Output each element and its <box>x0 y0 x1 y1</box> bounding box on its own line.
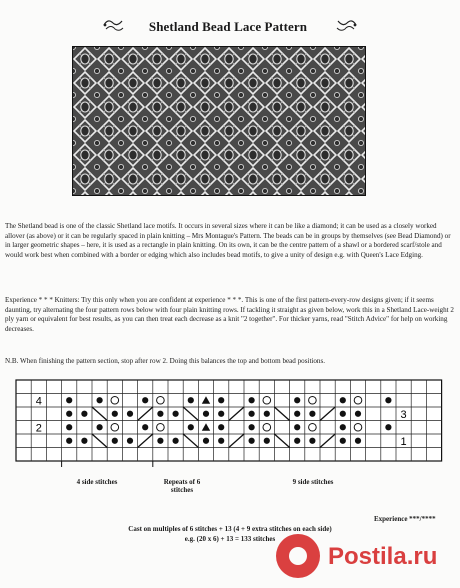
chart-symbol-dot <box>218 424 224 430</box>
chart-symbol-dot <box>218 438 224 444</box>
chart-symbol-dot <box>218 411 224 417</box>
experience-paragraph: Experience * * * Knitters: Try this only when you are confident at experience * * *. This is one of the first pattern-every-row designs given; if it seems daunting, try alternating the four pattern rows below with four plain knitting rows. If tackling it straight as given below, work this in a Shetland Lace-weight 2 ply yarn or equivalent for best results, as you can then treat each decrease as a knit "2 together". For thicker yarns, read "Stitch Advice" for help on working decreases. <box>5 296 454 333</box>
chart-symbol-dot <box>309 438 315 444</box>
chart-symbol-dot <box>142 424 148 430</box>
chart-symbol-dot <box>142 397 148 403</box>
chart-symbol-dot <box>173 411 179 417</box>
chart-symbol-dot <box>188 397 194 403</box>
chart-symbol-dot <box>97 397 103 403</box>
chart-symbol-dot <box>97 424 103 430</box>
chart-symbol-dot <box>294 438 300 444</box>
chart-symbol-dot <box>112 438 118 444</box>
svg-text:Postila.ru: Postila.ru <box>328 543 438 570</box>
chart-symbol-dot <box>157 411 163 417</box>
chart-symbol-dot <box>355 411 361 417</box>
intro-paragraph: The Shetland bead is one of the classic Shetland lace motifs. It occurs in several sizes where it can be like a diamond; it can be used as a closely worked allover (as above) or it can be regularly spaced in plain knitting – Mrs Montague's Pattern. The beads can be in groups by themselves (see Bead Diamond) or in larger geometric shapes – here, it is used as a rectangle in plain knitting. On its own, it can be the centre pattern of a shawl or a bordered scarf/stole and would work best when combined with a border or edging which also includes bead motifs, to give a unity of design e.g. with Queen's Lace Edging. <box>5 222 451 259</box>
chart-symbol-dot <box>112 411 118 417</box>
chart-symbol-dot <box>385 424 391 430</box>
chart-symbol-dot <box>340 397 346 403</box>
chart-symbol-dot <box>173 438 179 444</box>
chart-symbol-dot <box>157 438 163 444</box>
chart-symbol-dot <box>340 411 346 417</box>
chart-symbol-dot <box>203 411 209 417</box>
chart-symbol-dot <box>218 397 224 403</box>
chart-symbol-dot <box>249 424 255 430</box>
chart-symbol-dot <box>249 438 255 444</box>
nb-note: N.B. When finishing the pattern section, stop after row 2. Doing this balances the top and bottom bead positions. <box>5 357 326 365</box>
chart-symbol-dot <box>264 438 270 444</box>
chart-symbol-dot <box>264 411 270 417</box>
chart-symbol-dot <box>203 438 209 444</box>
chart-symbol-dot <box>249 411 255 417</box>
row-label-left: 4 <box>35 395 42 408</box>
chart-symbol-dot <box>127 411 133 417</box>
chart-symbol-dot <box>66 438 72 444</box>
chart-symbol-dot <box>66 397 72 403</box>
page-header <box>118 16 338 38</box>
chart-symbol-dot <box>294 424 300 430</box>
chart-symbol-dot <box>188 424 194 430</box>
chart-symbol-dot <box>127 438 133 444</box>
row-label-right: 1 <box>400 435 407 448</box>
knitting-chart <box>14 376 444 472</box>
chart-symbol-dot <box>340 438 346 444</box>
chart-symbol-dot <box>81 411 87 417</box>
label-repeats: Repeats of 6 stitches <box>163 478 201 494</box>
chart-symbol-dot <box>355 438 361 444</box>
experience-rating: Experience ***/**** <box>374 515 436 523</box>
chart-symbol-dot <box>66 424 72 430</box>
row-label-left: 2 <box>35 422 42 435</box>
chart-symbol-dot <box>249 397 255 403</box>
watermark-logo <box>270 522 460 588</box>
chart-symbol-dot <box>309 411 315 417</box>
chart-symbol-dot <box>294 397 300 403</box>
label-9-side-stitches: 9 side stitches <box>292 478 334 486</box>
cast-on-line-2: e.g. (20 x 6) + 13 = 133 stitches <box>184 535 276 543</box>
lace-texture <box>73 47 365 195</box>
label-4-side-stitches: 4 side stitches <box>76 478 118 486</box>
row-label-right: 3 <box>400 408 407 421</box>
cast-on-line-1: Cast on multiples of 6 stitches + 13 (4 + 9 extra stitches on each side) <box>128 525 332 533</box>
ornament-right-icon <box>336 17 358 33</box>
page-title: Shetland Bead Lace Pattern <box>148 19 308 34</box>
chart-symbol-dot <box>385 397 391 403</box>
chart-symbol-dot <box>294 411 300 417</box>
lace-sample-photo <box>72 46 366 196</box>
chart-symbol-dot <box>66 411 72 417</box>
chart-symbol-dot <box>81 438 87 444</box>
chart-symbol-dot <box>340 424 346 430</box>
